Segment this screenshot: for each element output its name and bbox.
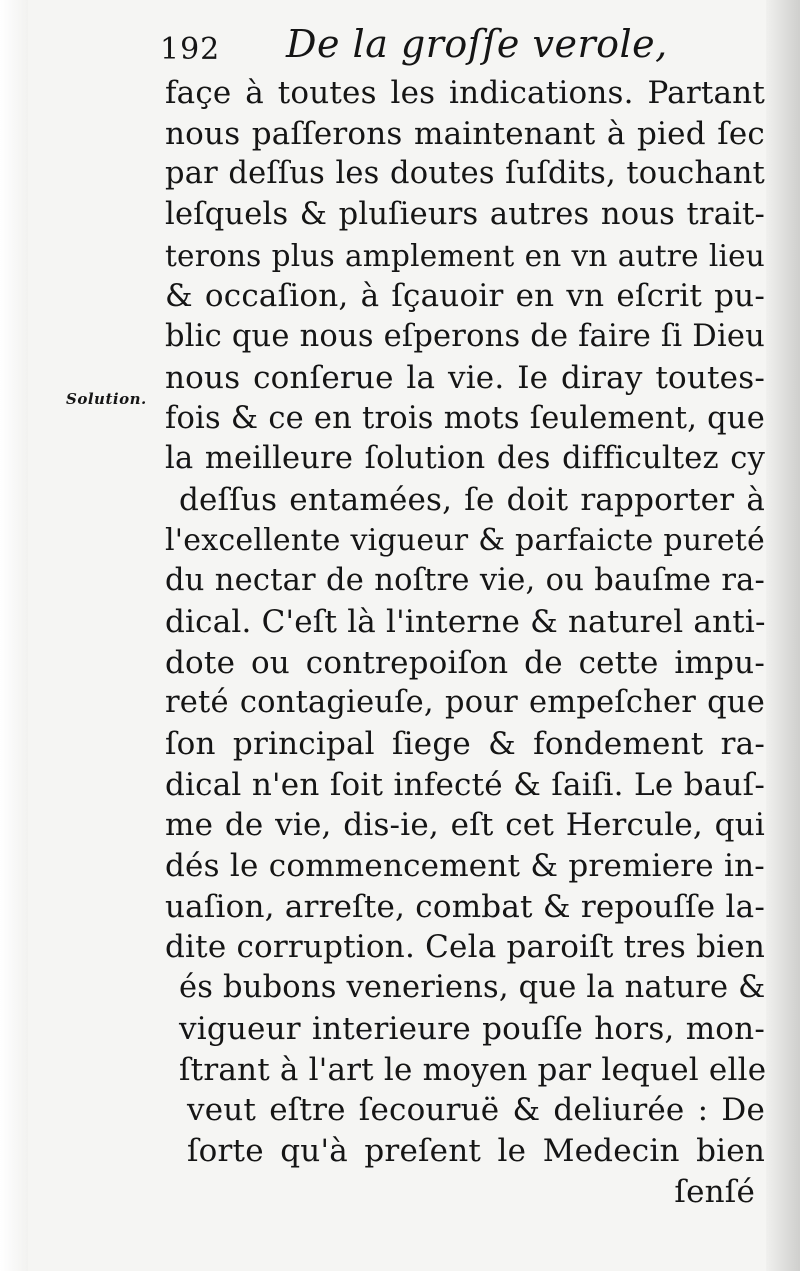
- text-line: & occaſion, à ſçauoir en vn eſcrit pu-: [165, 278, 765, 315]
- page-number: 192: [160, 32, 221, 67]
- text-line: me de vie, dis-ie, eſt cet Hercule, qui: [165, 807, 765, 844]
- text-line: la meilleure ſolution des difficultez cy: [165, 441, 765, 477]
- text-line: vigueur interieure pouſſe hors, mon-: [179, 1010, 765, 1047]
- catchword: ſenſé: [674, 1173, 755, 1210]
- text-line: leſquels & pluſieurs autres nous trait-: [165, 197, 765, 233]
- margin-note: Solution.: [66, 390, 147, 408]
- text-line: façe à toutes les indications. Partant: [165, 75, 765, 111]
- page-edge-left: [0, 0, 28, 1271]
- text-line: fois & ce en trois mots ſeulement, que: [165, 400, 765, 436]
- page-header: [160, 14, 760, 74]
- text-line: ſon principal ſiege & fondement ra-: [165, 726, 765, 762]
- text-line: dical. C'eſt là l'interne & naturel anti-: [165, 603, 766, 640]
- text-line: deſſus entamées, ſe doit rapporter à: [179, 481, 765, 518]
- text-line: veut eſtre ſecouruë & deliurée : De: [187, 1092, 765, 1129]
- text-line: terons plus amplement en vn autre lieu: [165, 238, 765, 273]
- text-line: és bubons veneriens, que la nature &: [179, 970, 766, 1006]
- body-text: [165, 73, 765, 1212]
- text-line: nous paſſerons maintenant à pied ſec: [165, 115, 765, 152]
- text-line: ſtrant à l'art le moyen par lequel elle: [179, 1051, 767, 1088]
- text-line: dote ou contrepoiſon de cette impu-: [165, 644, 765, 681]
- text-line: blic que nous eſperons de faire ſi Dieu: [165, 319, 765, 355]
- text-line: l'excellente vigueur & parfaicte pureté: [165, 522, 765, 558]
- page-edge-right: [766, 0, 800, 1271]
- text-line: ſorte qu'à preſent le Medecin bien: [187, 1132, 765, 1169]
- text-line: nous conſerue la vie. Ie diray toutes-: [165, 359, 765, 396]
- text-line: dical n'en ſoit infecté & ſaiſi. Le bauſ-: [165, 766, 765, 803]
- text-line: dite corruption. Cela paroiſt tres bien: [165, 929, 765, 966]
- text-line: par deſſus les doutes ſuſdits, touchant: [165, 156, 765, 192]
- text-line: uaſion, arreſte, combat & repouſſe la-: [165, 888, 765, 925]
- running-title: De la groſſe verole,: [286, 22, 668, 66]
- text-line: reté contagieuſe, pour empeſcher que: [165, 685, 765, 721]
- text-line: du nectar de noſtre vie, ou bauſme ra-: [165, 563, 765, 599]
- text-line: dés le commencement & premiere in-: [165, 848, 765, 885]
